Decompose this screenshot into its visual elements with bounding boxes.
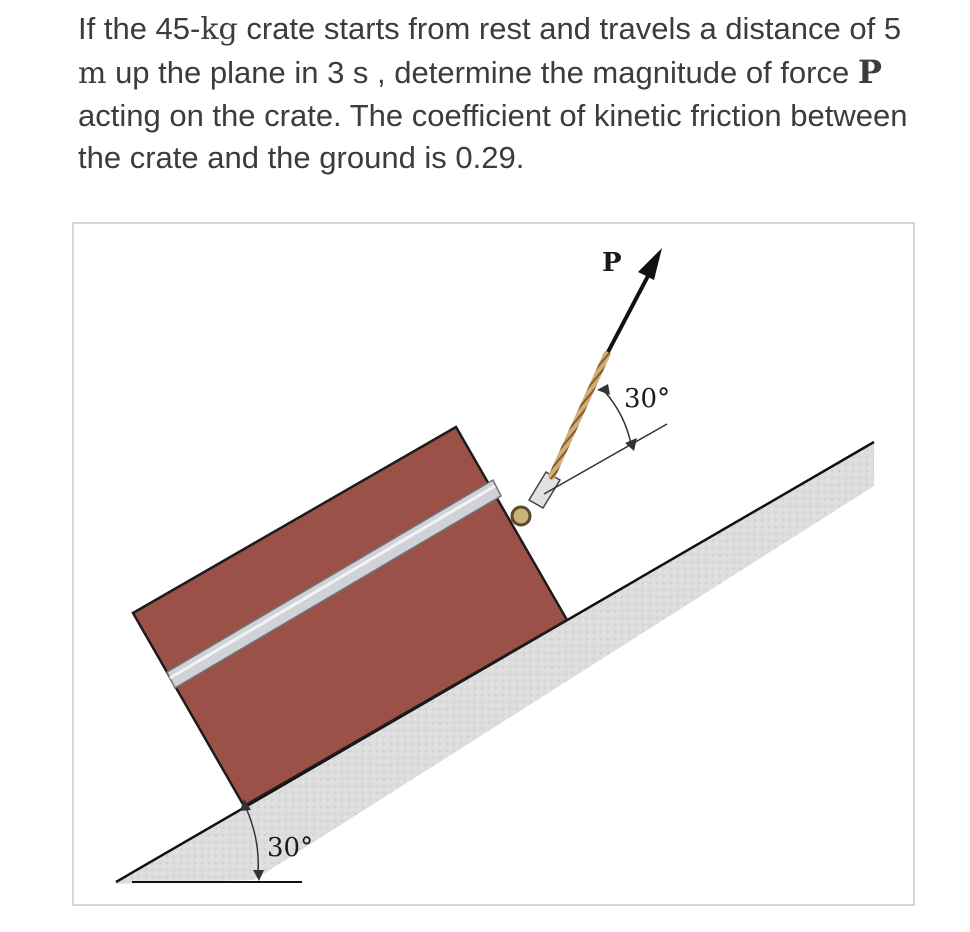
rope-angle-arrow-bottom: [625, 438, 637, 451]
mass-unit: kg: [200, 12, 238, 47]
problem-text-2: crate starts from rest and travels a distance of 5: [237, 11, 902, 46]
rope-angle-arrow-top: [597, 384, 610, 395]
force-symbol: P: [857, 53, 882, 91]
rope-hook: [512, 507, 530, 525]
distance-unit: m: [78, 56, 107, 91]
rope-angle-label: 30°: [624, 384, 671, 414]
diagram-frame: [72, 222, 915, 906]
problem-text-4: acting on the crate. The coefficient of kinetic friction between the crate and the ground is 0.29.: [78, 98, 908, 175]
incline-angle-label: 30°: [267, 833, 314, 863]
force-arrow-head: [638, 248, 662, 280]
rope-shackle: [529, 472, 560, 508]
force-label: P: [602, 248, 622, 278]
problem-statement: [78, 8, 938, 179]
incline-diagram: [74, 224, 917, 908]
problem-text-1: If the 45-: [78, 11, 201, 46]
problem-text-3: up the plane in 3 s , determine the magnitude of force: [106, 55, 858, 90]
force-arrow-shaft: [608, 276, 648, 352]
rope: [552, 354, 607, 476]
